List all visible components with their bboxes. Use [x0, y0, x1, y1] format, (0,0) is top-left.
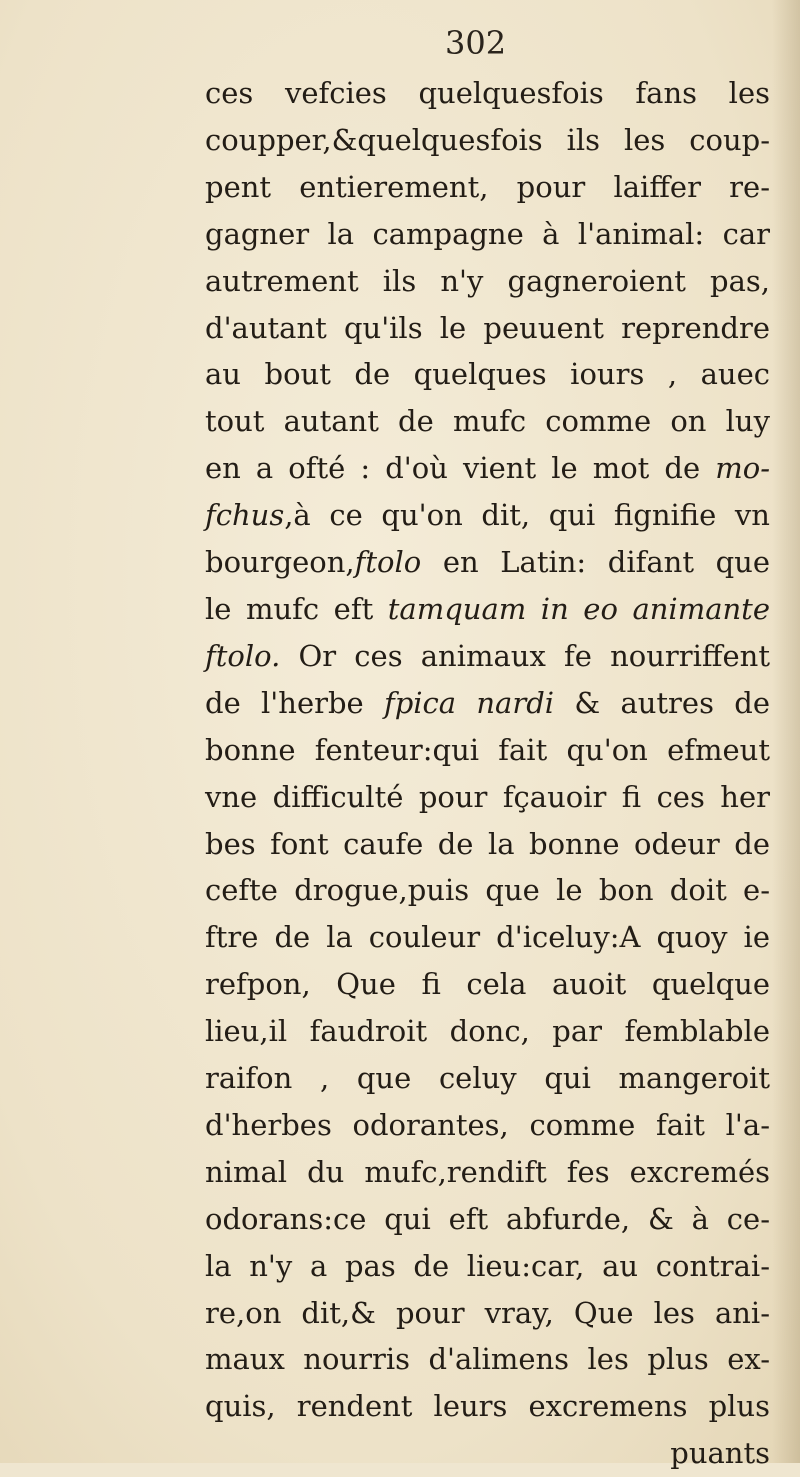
italic-text: fchus: [205, 498, 285, 533]
text-run: lieu,il faudroit donc, par femblable: [205, 1014, 770, 1049]
text-run: vne difficulté pour fçauoir fi ces her: [205, 779, 770, 814]
text-run: en Latin: difant que: [421, 545, 770, 580]
text-run: autrement ils n'y gagneroient pas,: [205, 263, 770, 298]
text-run: de l'herbe: [205, 685, 384, 720]
text-line: [205, 539, 770, 586]
text-line: [205, 1055, 770, 1102]
text-run: gagner la campagne à l'animal: car: [205, 216, 770, 251]
text-line: [205, 398, 770, 445]
text-run: re,on dit,& pour vray, Que les ani-: [205, 1295, 770, 1330]
text-run: refpon, Que fi cela auoit quelque: [205, 967, 770, 1002]
text-line: [205, 1008, 770, 1055]
text-run: Or ces animaux fe nourriffent: [280, 638, 770, 673]
text-line: [205, 821, 770, 868]
text-line: [205, 586, 770, 633]
text-run: nimal du mufc,rendift fes excremés: [205, 1154, 770, 1189]
text-line: [205, 1336, 770, 1383]
text-line: [205, 351, 770, 398]
text-run: ces vefcies quelquesfois fans les: [205, 76, 770, 110]
text-run: pent entierement, pour laiffer re-: [205, 169, 770, 204]
text-run: bourgeon,: [205, 545, 355, 580]
text-line: [205, 774, 770, 821]
text-run: quis, rendent leurs excremens plus: [205, 1389, 770, 1424]
text-run: maux nourris d'alimens les plus ex-: [205, 1342, 770, 1377]
text-run: d'herbes odorantes, comme fait l'a-: [205, 1107, 770, 1142]
text-line: [205, 961, 770, 1008]
text-run: puants: [670, 1436, 770, 1471]
text-line: [205, 914, 770, 961]
body-text: [205, 70, 770, 1477]
text-run: raifon , que celuy qui mangeroit: [205, 1061, 770, 1096]
text-run: ,à ce qu'on dit, qui fignifie vn: [284, 498, 770, 533]
text-run: coupper,&quelquesfois ils les coup-: [205, 122, 770, 157]
text-line: [205, 1383, 770, 1430]
text-line: [205, 492, 770, 539]
text-line: [205, 164, 770, 211]
italic-text: tamquam in eo animante: [387, 591, 770, 626]
text-run: au bout de quelques iours , auec: [205, 357, 770, 392]
text-line: [205, 1149, 770, 1196]
text-run: en a ofté : d'où vient le mot de: [205, 451, 716, 486]
text-run: tout autant de mufc comme on luy: [205, 404, 770, 439]
text-line: [205, 117, 770, 164]
text-line: [205, 211, 770, 258]
page-number: 302: [445, 24, 507, 62]
text-line: [205, 1196, 770, 1243]
italic-text: mo-: [715, 451, 770, 486]
text-line: [205, 727, 770, 774]
text-line: [205, 680, 770, 727]
text-line: [205, 70, 770, 117]
text-run: odorans:ce qui eft abfurde, & à ce-: [205, 1201, 770, 1236]
italic-text: ftolo: [354, 545, 422, 580]
italic-text: fpica nardi: [383, 685, 555, 720]
text-line: [205, 258, 770, 305]
text-line: [205, 1430, 770, 1477]
text-line: [205, 1290, 770, 1337]
text-run: d'autant qu'ils le peuuent reprendre: [205, 310, 770, 345]
text-line: [205, 445, 770, 492]
text-run: bes font caufe de la bonne odeur de: [205, 826, 770, 861]
text-run: & autres de: [554, 685, 770, 720]
text-line: [205, 1102, 770, 1149]
text-run: ftre de la couleur d'iceluy:A quoy ie: [205, 920, 770, 955]
text-line: [205, 867, 770, 914]
text-line: [205, 633, 770, 680]
text-run: cefte drogue,puis que le bon doit e-: [205, 873, 770, 908]
italic-text: ftolo.: [205, 638, 281, 673]
text-line: [205, 305, 770, 352]
text-run: la n'y a pas de lieu:car, au contrai-: [205, 1248, 770, 1283]
page-edge-shadow: [772, 0, 800, 1463]
text-run: bonne fenteur:qui fait qu'on efmeut: [205, 732, 770, 767]
text-run: le mufc eft: [205, 591, 388, 626]
text-line: [205, 1243, 770, 1290]
